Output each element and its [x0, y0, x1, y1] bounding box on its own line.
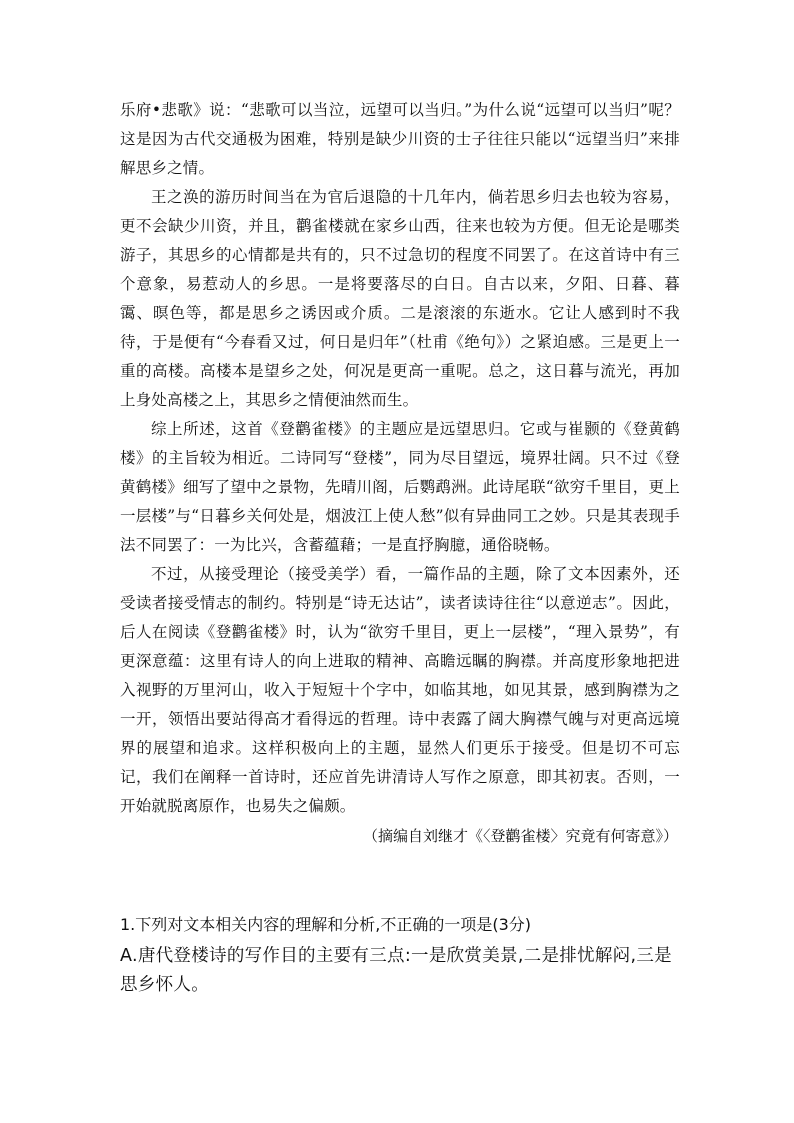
option-a: A.唐代登楼诗的写作目的主要有三点:一是欣赏美景,二是排忧解闷,三是思乡怀人。: [120, 946, 672, 995]
passage: [120, 96, 680, 851]
passage-paragraph: 王之涣的游历时间当在为官后退隐的十几年内，倘若思乡归去也较为容易，更不会缺少川资，并且，鹳雀楼就在家乡山西，往来也较为方便。但无论是哪类游子，其思乡的心情都是共有的，只不过急切的程度不同罢了。在这首诗中有三个意象，易惹动人的乡思。一是将要落尽的白日。自古以来，夕阳、日暮、暮霭、暝色等，都是思乡之诱因或介质。二是滚滚的东逝水。它让人感到时不我待，于是便有“今春看又过，何日是归年”（杜甫《绝句》）之紧迫感。三是更上一重的高楼。高楼本是望乡之处，何况是更高一重呢。总之，这日暮与流光，再加上身处高楼之上，其思乡之情便油然而生。: [120, 188, 680, 409]
passage-paragraph: 综上所述，这首《登鹳雀楼》的主题应是远望思归。它或与崔颢的《登黄鹤楼》的主旨较为相近。二诗同写“登楼”，同为尽目望远，境界壮阔。只不过《登黄鹤楼》细写了望中之景物，先晴川阁，后鹦鹉洲。此诗尾联“欲穷千里目，更上一层楼”与“日暮乡关何处是，烟波江上使人愁”似有异曲同工之妙。只是其表现手法不同罢了：一为比兴，含蓄蕴藉；一是直抒胸臆，通俗晓畅。: [120, 420, 680, 554]
passage-paragraph: 不过，从接受理论（接受美学）看，一篇作品的主题，除了文本因素外，还受读者接受情志的制约。特别是“诗无达诂”，读者读诗往往“以意逆志”。因此，后人在阅读《登鹳雀楼》时，认为“欲穷千里目，更上一层楼”，“理入景势”，有更深意蕴：这里有诗人的向上进取的精神、高瞻远瞩的胸襟。并高度形象地把进入视野的万里河山，收入于短短十个字中，如临其地，如见其景，感到胸襟为之一开，领悟出要站得高才看得远的哲理。诗中表露了阔大胸襟气魄与对更高远境界的展望和追求。这样积极向上的主题，显然人们更乐于接受。但是切不可忘记，我们在阐释一首诗时，还应首先讲清诗人写作之原意，即其初衷。否则，一开始就脱离原作，也易失之偏颇。: [120, 565, 680, 815]
passage-source: （摘编自刘继才《〈登鹳雀楼〉究竟有何寄意》）: [362, 827, 678, 845]
question-stem: 1.下列对文本相关内容的理解和分析,不正确的一项是(3分): [120, 915, 532, 934]
passage-paragraph: 乐府•悲歌》说：“悲歌可以当泣，远望可以当归。”为什么说“远望可以当归”呢？这是因为古代交通极为困难，特别是缺少川资的士子往往只能以“远望当归”来排解思乡之情。: [120, 101, 680, 177]
